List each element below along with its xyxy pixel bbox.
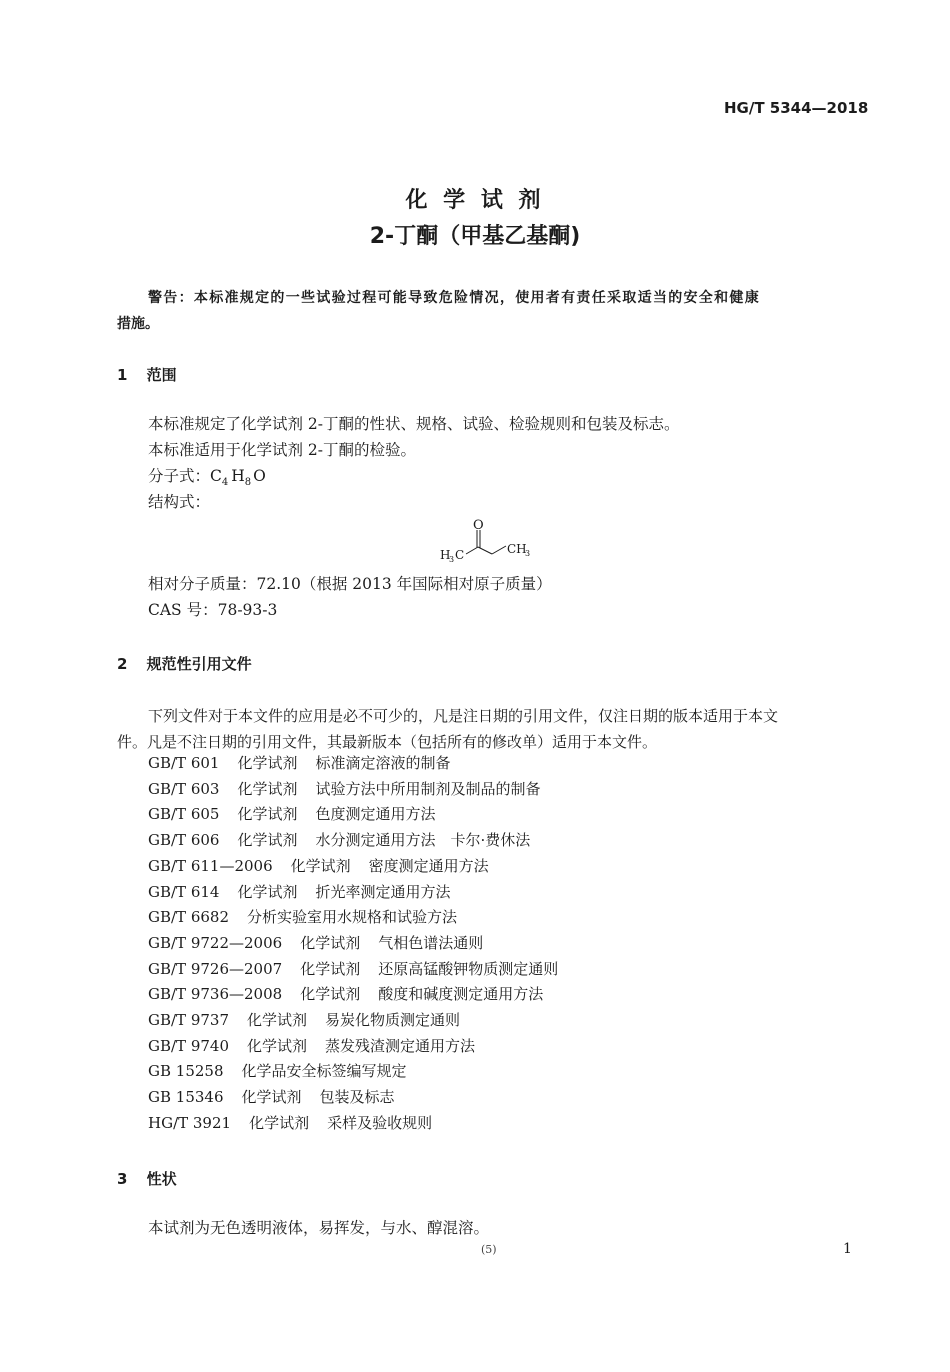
reference-category: 化学试剂 (300, 933, 361, 952)
formula-c: C (210, 467, 222, 485)
section-1-title: 范围 (146, 366, 177, 384)
reference-code: GB/T 9736—2008 (148, 985, 283, 1004)
reference-code: GB 15346 (148, 1088, 224, 1107)
page-number: 1 (843, 1241, 852, 1257)
cas-number: CAS 号：78-93-3 (148, 601, 278, 619)
reference-title: 采样及验收规则 (327, 1113, 433, 1132)
title-line-2: 2-丁酮（甲基乙基酮) (369, 224, 581, 249)
reference-category: 化学试剂 (241, 1088, 302, 1107)
reference-item (148, 906, 475, 927)
reference-code: GB/T 9722—2006 (148, 933, 283, 952)
reference-code: GB/T 9740 (148, 1036, 230, 1055)
reference-item (148, 958, 558, 979)
reference-code: GB/T 9726—2007 (148, 959, 283, 978)
reference-category: 化学试剂 (237, 831, 298, 850)
scope-paragraph-2: 本标准适用于化学试剂 2-丁酮的检验。 (148, 441, 417, 459)
atom-right-ch: CH (507, 542, 527, 556)
references-intro-line-1: 下列文件对于本文件的应用是必不可少的，凡是注日期的引用文件，仅注日期的版本适用于本文 (148, 707, 779, 725)
reference-code: GB/T 601 (148, 754, 220, 772)
reference-category: 化学试剂 (237, 805, 298, 824)
reference-category: 化学试剂 (300, 985, 361, 1004)
reference-code: GB/T 614 (148, 882, 220, 901)
reference-title: 气相色谱法通则 (378, 933, 484, 952)
reference-title: 易炭化物质测定通则 (325, 1011, 461, 1029)
reference-title: 色度测定通用方法 (315, 805, 436, 824)
reference-code: GB/T 6682 (148, 908, 230, 927)
reference-item (148, 983, 543, 1004)
formula-c-subscript: 4 (221, 477, 229, 489)
reference-title: 包装及标志 (319, 1088, 395, 1107)
reference-category: 化学品安全标签编写规定 (241, 1062, 407, 1081)
atom-right-sub: 3 (525, 549, 531, 558)
reference-category: 化学试剂 (247, 1011, 308, 1029)
bond-right (478, 547, 492, 554)
warning-line-2: 措施。 (117, 316, 159, 332)
atom-oxygen: O (473, 518, 484, 533)
reference-title: 还原高锰酸钾物质测定通则 (378, 959, 559, 978)
formula-h: H (231, 467, 245, 485)
reference-code: GB/T 603 (148, 779, 220, 798)
reference-item (148, 1009, 460, 1030)
title-line-1: 化 学 试 剂 (405, 188, 545, 213)
reference-item (148, 803, 436, 824)
reference-title: 试验方法中所用制剂及制品的制备 (315, 779, 541, 798)
section-2-number: 2 (117, 655, 128, 673)
scope-paragraph-1: 本标准规定了化学试剂 2-丁酮的性状、规格、试验、检验规则和包装及标志。 (148, 415, 680, 433)
reference-item (148, 829, 530, 850)
atom-left-c: C (455, 548, 465, 562)
structural-formula (432, 516, 552, 566)
bond-left (466, 547, 478, 554)
reference-code: GB/T 605 (148, 805, 220, 824)
bond-right-2 (492, 546, 506, 554)
reference-category: 分析实验室用水规格和试验方法 (247, 908, 458, 927)
reference-item (148, 752, 451, 773)
section-1-number: 1 (117, 366, 128, 384)
section-3-number: 3 (117, 1170, 128, 1188)
section-3-title: 性状 (146, 1170, 177, 1188)
reference-category: 化学试剂 (237, 882, 298, 901)
reference-category: 化学试剂 (290, 856, 351, 875)
properties-paragraph: 本试剂为无色透明液体，易挥发，与水、醇混溶。 (148, 1219, 490, 1237)
reference-category: 化学试剂 (237, 754, 298, 772)
references-intro-line-2: 件。凡是不注日期的引用文件，其最新版本（包括所有的修改单）适用于本文件。 (117, 733, 658, 751)
footer-center-mark: (5) (481, 1243, 497, 1256)
reference-title: 酸度和碱度测定通用方法 (378, 985, 544, 1004)
reference-code: GB/T 606 (148, 831, 220, 850)
section-3-heading (117, 1168, 177, 1189)
molecular-mass: 相对分子质量：72.10（根据 2013 年国际相对原子质量） (148, 575, 552, 593)
reference-item (148, 1086, 395, 1107)
formula-h-subscript: 8 (244, 477, 252, 489)
reference-item (148, 855, 489, 876)
standard-number: HG/T 5344—2018 (724, 99, 869, 117)
reference-title: 折光率测定通用方法 (315, 882, 451, 901)
section-2-heading (117, 653, 252, 674)
reference-title: 密度测定通用方法 (368, 856, 489, 875)
formula-o: O (253, 467, 266, 485)
reference-item (148, 1112, 432, 1133)
reference-title: 蒸发残渣测定通用方法 (325, 1036, 476, 1055)
reference-category: 化学试剂 (249, 1113, 310, 1132)
reference-category: 化学试剂 (237, 779, 298, 798)
section-1-heading (117, 364, 177, 385)
reference-item (148, 778, 541, 799)
reference-item (148, 881, 451, 902)
reference-category: 化学试剂 (247, 1036, 308, 1055)
atom-left-sub: 3 (449, 555, 455, 564)
reference-item (148, 1060, 425, 1081)
reference-category: 化学试剂 (300, 959, 361, 978)
formula-label: 分子式： (148, 467, 211, 485)
reference-code: GB/T 9737 (148, 1011, 230, 1029)
atom-left-h: H (440, 548, 451, 562)
reference-title: 标准滴定溶液的制备 (315, 754, 451, 772)
section-2-title: 规范性引用文件 (146, 655, 252, 673)
reference-code: HG/T 3921 (148, 1113, 232, 1132)
reference-code: GB/T 611—2006 (148, 856, 273, 875)
reference-item (148, 1035, 475, 1056)
structure-label: 结构式： (148, 493, 211, 511)
reference-title: 水分测定通用方法 卡尔·费休法 (315, 831, 531, 850)
reference-code: GB 15258 (148, 1062, 224, 1081)
reference-item (148, 932, 483, 953)
warning-line-1: 警告：本标准规定的一些试验过程可能导致危险情况，使用者有责任采取适当的安全和健康 (148, 290, 760, 306)
